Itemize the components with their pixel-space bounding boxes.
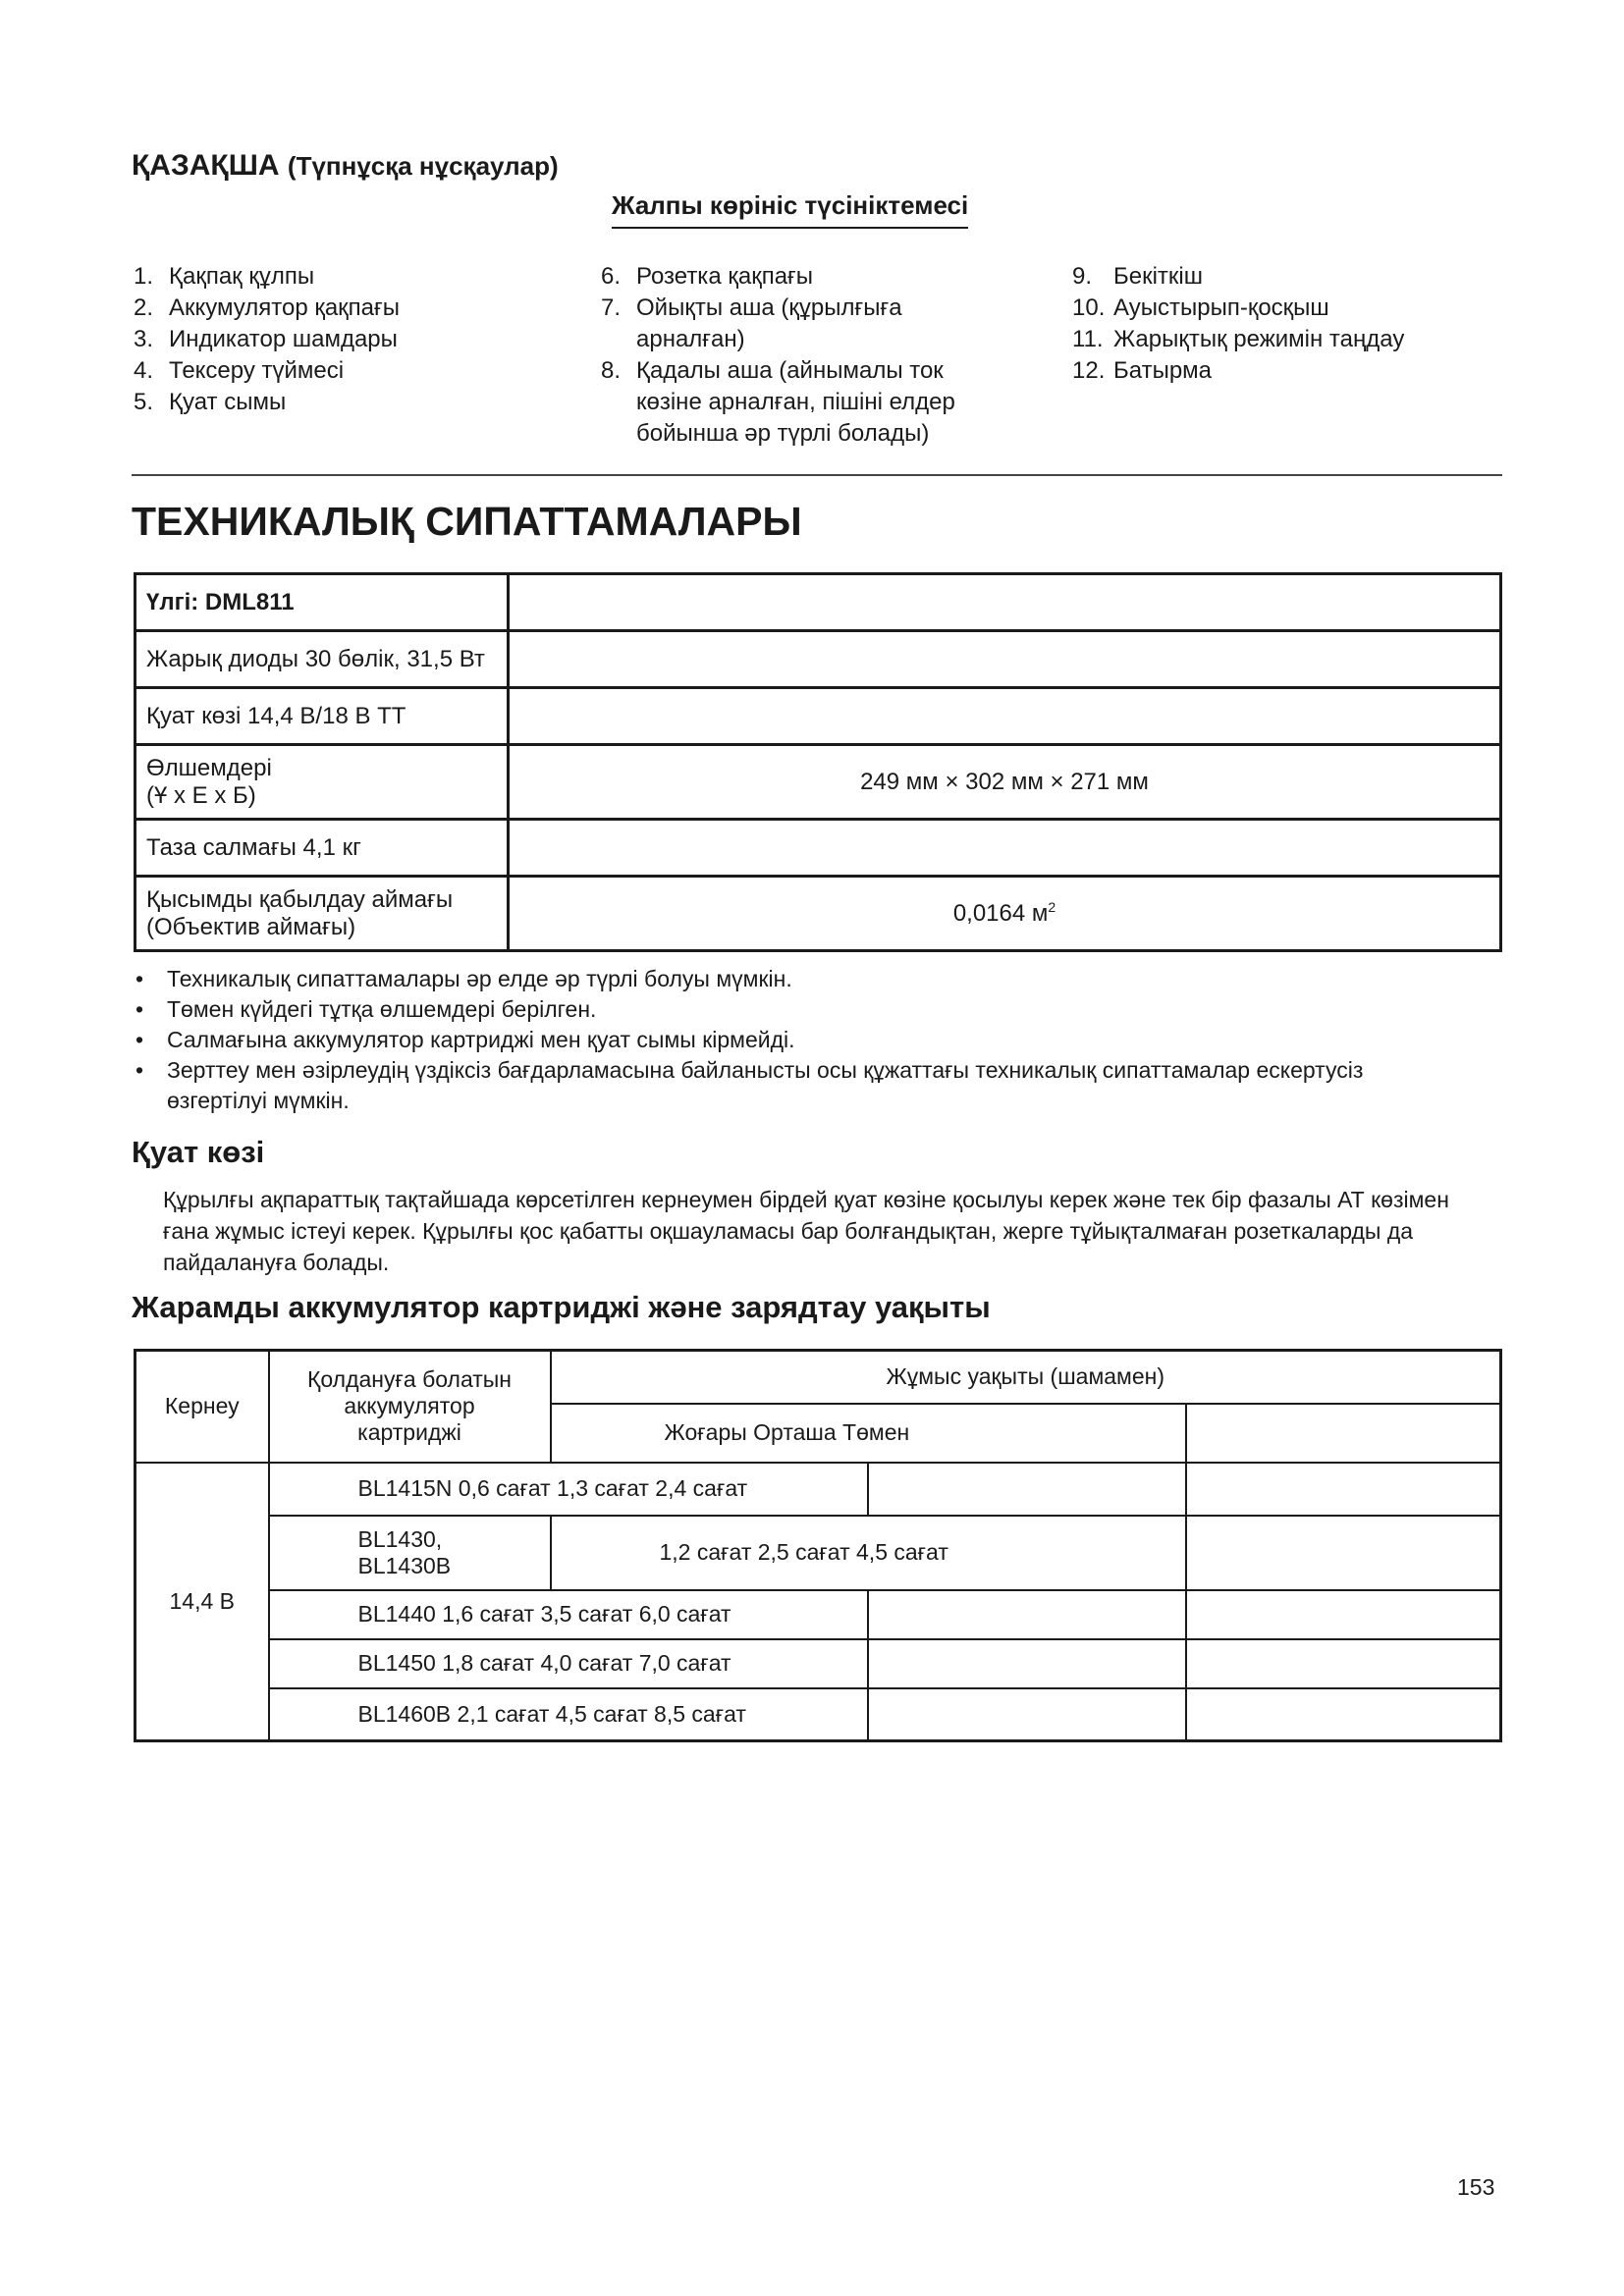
spec-power-label: Қуат көзі 14,4 В/18 В ТТ	[135, 688, 509, 745]
part-item: 10. Ауыстырып-қосқыш	[1072, 294, 1329, 321]
empty-cell	[1186, 1688, 1501, 1741]
note-item: • Техникалық сипаттамалары әр елде әр түрлі болуы мүмкін.	[132, 964, 1506, 994]
battery-row-text: BL1415N 0,6 сағат 1,3 сағат 2,4 сағат	[269, 1463, 868, 1516]
part-item-continuation: арналған)	[636, 326, 745, 352]
language-subtitle: (Түпнұсқа нұсқаулар)	[287, 151, 559, 181]
empty-cell	[868, 1639, 1186, 1688]
table-row	[135, 1516, 1501, 1590]
part-item: 3. Индикатор шамдары	[134, 326, 398, 352]
column-subheaders: Жоғары Орташа Төмен	[551, 1404, 1186, 1463]
battery-model-cell: BL1430, BL1430B	[269, 1516, 551, 1590]
battery-section-title: Жарамды аккумулятор картриджі және зарядтау уақыты	[132, 1290, 991, 1324]
power-source-title: Қуат көзі	[132, 1135, 265, 1169]
note-item: • Төмен күйдегі тұтқа өлшемдері берілген.	[132, 994, 1506, 1025]
part-item-continuation: бойынша әр түрлі болады)	[636, 420, 930, 447]
table-row	[135, 820, 1501, 877]
page-number: 153	[1457, 2174, 1495, 2200]
part-item: 1. Қақпақ құлпы	[134, 263, 315, 290]
battery-row-text: BL1450 1,8 сағат 4,0 сағат 7,0 сағат	[269, 1639, 868, 1688]
battery-row-text: BL1440 1,6 сағат 3,5 сағат 6,0 сағат	[269, 1590, 868, 1639]
language-title: ҚАЗАҚША	[132, 149, 280, 182]
power-source-text: Құрылғы ақпараттық тақтайшада көрсетілген кернеумен бірдей қуат көзіне қосылуы керек және тек бір фазалы АТ көзімен ғана жұмыс істеуі керек. Құрылғы қос қабатты оқшауламасы бар болғандықтан, жерге тұйықталмаған розеткаларды да пайдалануға болады.	[163, 1187, 1449, 1275]
parts-list-col-2	[601, 261, 955, 450]
note-item: • Салмағына аккумулятор картриджі мен қуат сымы кірмейді.	[132, 1025, 1506, 1055]
part-item: 6. Розетка қақпағы	[601, 263, 814, 290]
battery-times-cell: 1,2 сағат 2,5 сағат 4,5 сағат	[551, 1516, 1186, 1590]
empty-cell	[868, 1590, 1186, 1639]
battery-table	[134, 1349, 1502, 1742]
table-row	[135, 574, 1501, 631]
empty-cell	[868, 1688, 1186, 1741]
part-item: 7. Ойықты аша (құрылғыға	[601, 294, 902, 321]
language-heading	[132, 149, 559, 183]
table-row	[135, 1639, 1501, 1688]
part-item: 9. Бекіткіш	[1072, 263, 1204, 290]
table-row	[135, 1688, 1501, 1741]
part-item: 11. Жарықтық режимін таңдау	[1072, 326, 1405, 352]
spec-model-value	[509, 574, 1501, 631]
part-item: 12. Батырма	[1072, 357, 1213, 384]
specifications-table	[134, 572, 1502, 952]
spec-model-label: Үлгі: DML811	[135, 574, 509, 631]
part-item: 4. Тексеру түймесі	[134, 357, 345, 384]
empty-cell	[1186, 1404, 1501, 1463]
table-row	[135, 1463, 1501, 1516]
spec-area-value: 0,0164 $м^2$	[509, 877, 1501, 951]
voltage-cell: 14,4 В	[135, 1463, 269, 1741]
table-row	[135, 877, 1501, 951]
column-header-operating-time: Жұмыс уақыты (шамамен)	[551, 1351, 1501, 1404]
spec-dimensions-value: 249 мм × 302 мм × 271 мм	[509, 745, 1501, 820]
spec-power-value	[509, 688, 1501, 745]
parts-list-col-1	[134, 261, 400, 418]
spec-led-value	[509, 631, 1501, 688]
specifications-title: ТЕХНИКАЛЫҚ СИПАТТАМАЛАРЫ	[132, 499, 802, 544]
empty-cell	[1186, 1639, 1501, 1688]
section-divider	[132, 474, 1502, 476]
part-item: 5. Қуат сымы	[134, 389, 287, 415]
overview-title: Жалпы көрініс түсініктемесі	[612, 190, 968, 229]
spec-weight-label: Таза салмағы 4,1 кг	[135, 820, 509, 877]
table-row	[135, 745, 1501, 820]
table-row	[135, 1590, 1501, 1639]
empty-cell	[868, 1463, 1186, 1516]
column-header-cartridge: Қолдануға болатын аккумулятор картриджі	[269, 1351, 551, 1463]
battery-row-text: BL1460B 2,1 сағат 4,5 сағат 8,5 сағат	[269, 1688, 868, 1741]
empty-cell	[1186, 1463, 1501, 1516]
empty-cell	[1186, 1590, 1501, 1639]
spec-notes	[132, 964, 1506, 1116]
table-header-row	[135, 1351, 1501, 1404]
spec-area-label: Қысымды қабылдау аймағы (Объектив аймағы)	[135, 877, 509, 951]
part-item: 8. Қадалы аша (айнымалы ток	[601, 357, 944, 384]
spec-led-label: Жарық диоды 30 бөлік, 31,5 Вт	[135, 631, 509, 688]
spec-weight-value	[509, 820, 1501, 877]
spec-dimensions-label: Өлшемдері (Ұ x Е x Б)	[135, 745, 509, 820]
parts-list-col-3	[1072, 261, 1404, 387]
table-row	[135, 631, 1501, 688]
table-row	[135, 688, 1501, 745]
column-header-voltage: Кернеу	[135, 1351, 269, 1463]
note-item: • Зерттеу мен әзірлеудің үздіксіз бағдарламасына байланысты осы құжаттағы техникалық сипаттамалар ескертусіз өзгертілуі мүмкін.	[132, 1055, 1506, 1116]
part-item-continuation: көзіне арналған, пішіні елдер	[636, 389, 955, 415]
part-item: 2. Аккумулятор қақпағы	[134, 294, 401, 321]
empty-cell	[1186, 1516, 1501, 1590]
